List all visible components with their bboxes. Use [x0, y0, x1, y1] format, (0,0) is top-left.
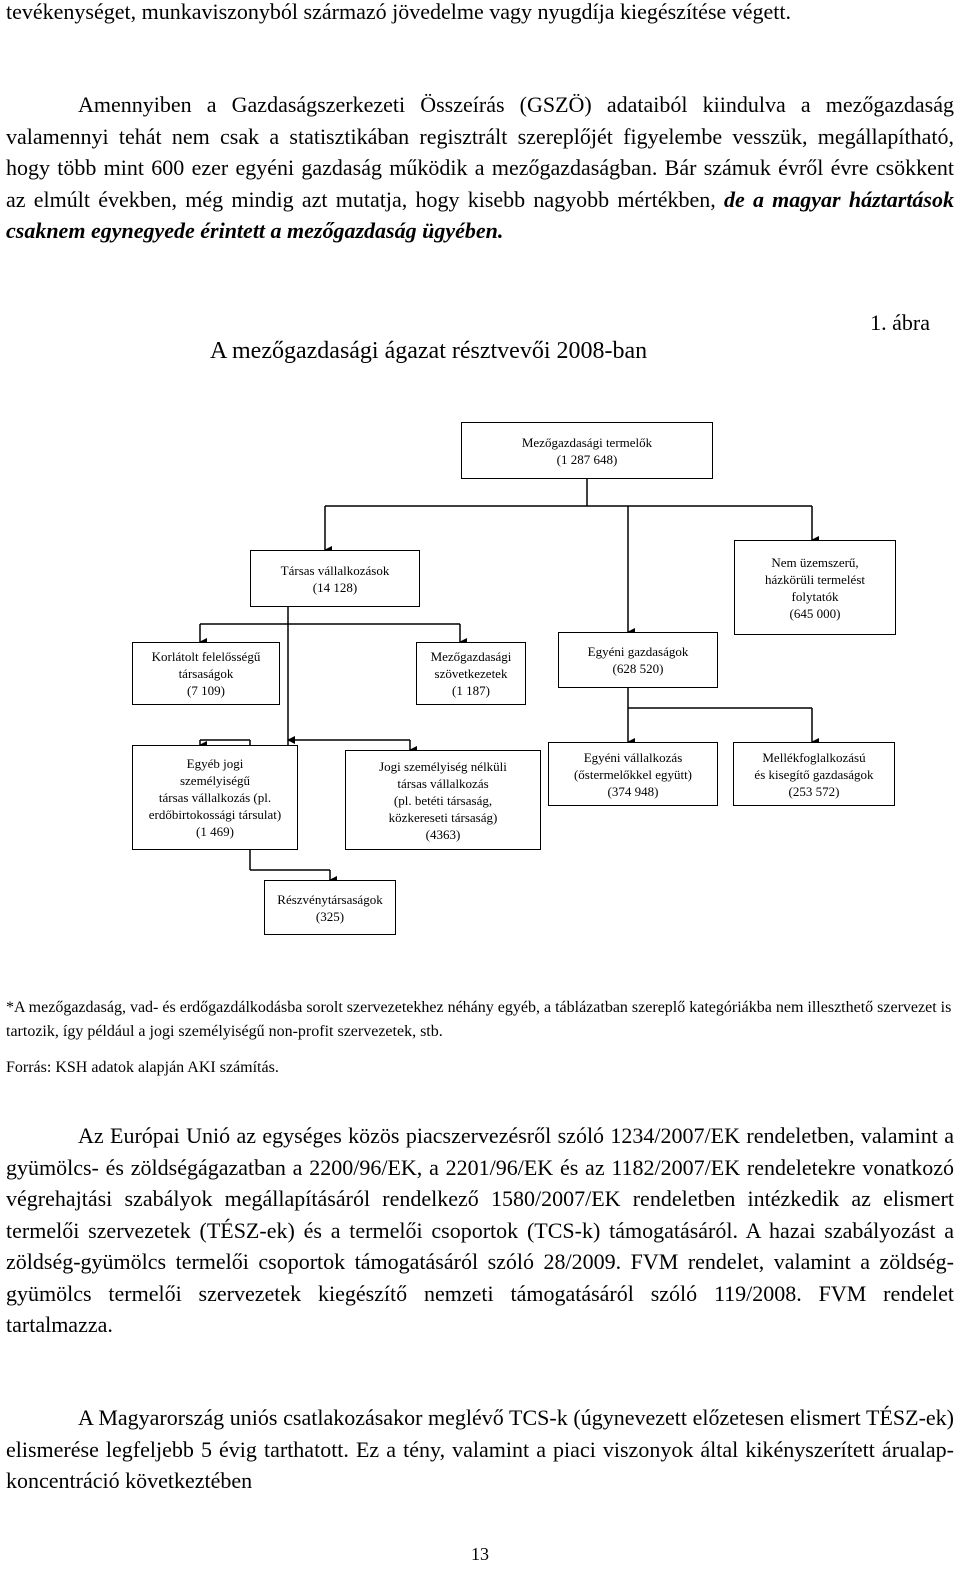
paragraph-eu-regulation-text: Az Európai Unió az egységes közös piacszervezésről szóló 1234/2007/EK rendeletben, valamint a gyümölcs- és zöldségágazatban a 2200/96/EK, a 2201/96/EK és az 1182/2007/EK rendeletekre vonatkozó végrehajtási szabályok megállapításáról rendelkező 1580/2007/EK rendeletben intézkedik az elismert termelői szervezetek (TÉSZ-ek) és a termelői csoportok (TCS-k) támogatásáról. A hazai szabályozást a zöldség-gyümölcs termelői csoportok támogatásáról szóló 28/2009. FVM rendelet, valamint a zöldség-gyümölcs termelői szervezetek kiegészítő nemzeti támogatásáról szóló 119/2008. FVM rendelet tartalmazza. — [6, 1123, 954, 1337]
node-label: szövetkezetek — [434, 666, 508, 681]
node-label: társaságok — [178, 666, 234, 681]
node-value: (7 109) — [187, 683, 225, 698]
figure-label: 1. ábra — [870, 310, 930, 335]
node-egyeni-vallalkozas — [548, 742, 718, 806]
figure-title: A mezőgazdasági ágazat résztvevői 2008-ban — [210, 338, 648, 364]
node-label: társas vállalkozás (pl. — [158, 790, 272, 805]
node-value: (325) — [315, 908, 345, 924]
node-label: (pl. betéti társaság, — [393, 792, 493, 808]
node-reszvenytarsasagok — [264, 880, 396, 935]
node-mellekfoglalkozasu — [733, 742, 895, 806]
paragraph-tcs — [6, 1402, 954, 1497]
node-label: Egyéb jogi — [186, 756, 244, 771]
node-label: Részvénytársaságok — [277, 891, 383, 907]
node-nem-uzemszeru — [734, 540, 896, 635]
node-label: erdőbirtokossági társulat) — [148, 807, 282, 822]
paragraph-continuation: tevékenységet, munkaviszonyból származó jövedelme vagy nyugdíja kiegészítése végett. — [6, 0, 792, 24]
node-label: közkereseti társaság) — [388, 809, 498, 825]
node-label: és kisegítő gazdaságok — [754, 766, 874, 782]
node-value: (14 128) — [312, 579, 358, 595]
node-value: (645 000) — [789, 605, 841, 621]
source-note: Forrás: KSH adatok alapján AKI számítás. — [6, 1059, 279, 1076]
page-number: 13 — [471, 1544, 489, 1564]
node-value: (253 572) — [788, 783, 840, 799]
node-value: (4363) — [425, 826, 461, 842]
node-label: Társas vállalkozások — [280, 562, 390, 578]
footnote: *A mezőgazdaság, vad- és erdőgazdálkodásba sorolt szervezetekhez néhány egyéb, a táblázatban szereplő kategóriákba nem illeszthető szervezet is tartozik, így például a jogi személyiségű non-profit szervezetek, stb. — [6, 999, 952, 1040]
paragraph-eu-regulation — [6, 1120, 954, 1341]
node-value: (1 187) — [452, 683, 490, 698]
node-value: (374 948) — [607, 783, 659, 799]
node-tarsas-vallalkozasok — [250, 550, 420, 607]
node-mezogazdasagi-termelok — [461, 422, 713, 479]
node-label: Egyéni gazdaságok — [587, 644, 689, 659]
node-label: Mezőgazdasági termelők — [521, 434, 653, 450]
node-label: társas vállalkozás — [397, 775, 489, 791]
paragraph-gszo-text: Amennyiben a Gazdaságszerkezeti Összeírás (GSZÖ) adataiból kiindulva a mezőgazdaság valamennyi tehát nem csak a statisztikában regisztrált szereplőjét figyelembe vesszük, megállapítható, hogy több mint 600 ezer egyéni gazdaság működik a mezőgazdaságban. Bár számuk évről évre csökkent az elmúlt években, még mindig azt mutatja, hogy kisebb nagyobb mértékben, — [6, 92, 954, 212]
paragraph-tcs-text: A Magyarország uniós csatlakozásakor meglévő TCS-k (úgynevezett előzetesen elismert TÉSZ-ek) elismerése legfeljebb 5 évig tarthatott. Ez a tény, valamint a piaci viszonyok által kikényszerített árualap-koncentráció következtében — [6, 1405, 954, 1493]
node-egyeni-gazdasagok — [558, 632, 718, 688]
node-label: folytatók — [791, 588, 839, 604]
node-label: (őstermelőkkel együtt) — [573, 766, 693, 782]
node-korlatolt-felelossegu — [132, 642, 280, 705]
node-label: Jogi személyiség nélküli — [379, 758, 507, 774]
node-value: (1 469) — [196, 824, 234, 839]
node-value: (1 287 648) — [556, 451, 618, 467]
node-jogi-szemelyiseg-nelkuli — [345, 750, 541, 850]
node-label: Mellékfoglalkozású — [762, 749, 866, 765]
node-label: személyiségű — [179, 773, 251, 788]
node-szovetkezetek — [416, 642, 526, 705]
node-label: Nem üzemszerű, — [771, 554, 859, 570]
node-label: Egyéni vállalkozás — [583, 749, 683, 765]
node-value: (628 520) — [612, 661, 664, 676]
paragraph-gszo-emphasis: de a magyar háztartások csaknem egynegyede érintett a mezőgazdaság ügyében. — [6, 186, 954, 243]
node-label: Mezőgazdasági — [430, 649, 512, 664]
node-egyeb-jogi — [132, 745, 298, 850]
node-label: házkörüli termelést — [765, 571, 865, 587]
node-label: Korlátolt felelősségű — [151, 649, 261, 664]
